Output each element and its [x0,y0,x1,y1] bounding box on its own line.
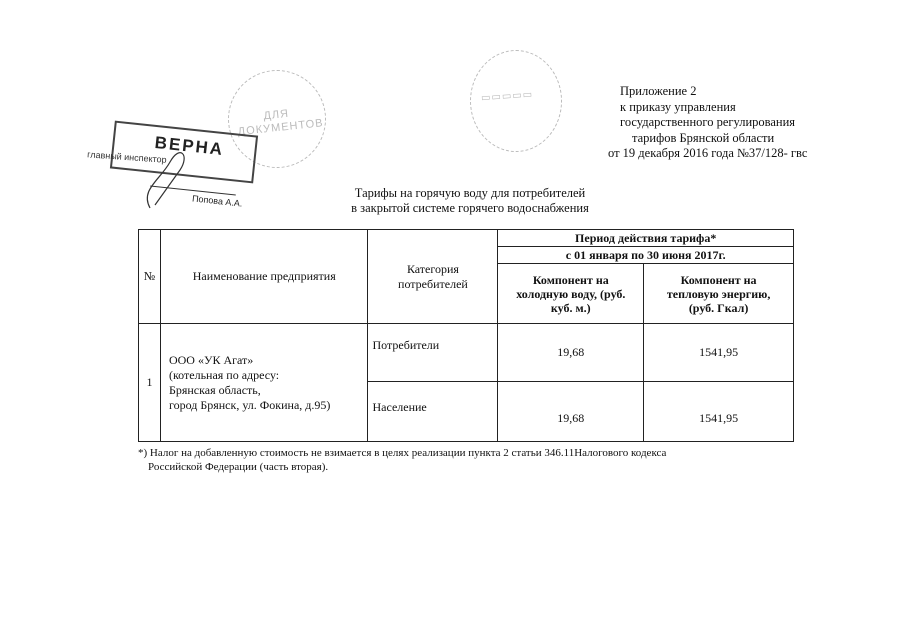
footnote-line: *) Налог на добавленную стоимость не взимается в целях реализации пункта 2 статьи 346.11Налогового кодекса [138,447,667,459]
header-period: Период действия тарифа* [498,230,794,247]
row-heat-value: 1541,95 [644,324,794,382]
round-stamp-text: ДЛЯ ДОКУМЕНТОВ [237,107,325,139]
title-line: в закрытой системе горячего водоснабжения [351,201,589,215]
row-num: 1 [139,324,161,442]
verna-stamp-text: ВЕРНА [153,132,225,160]
row-cold-value: 19,68 [498,324,644,382]
header-period-range: с 01 января по 30 июня 2017г. [498,247,794,264]
header-name: Наименование предприятия [160,230,368,324]
appendix-line: государственного регулирования [620,115,796,129]
footnote-line: Российской Федерации (часть вторая). [148,461,329,473]
org-line: Брянская область, [168,382,261,397]
org-line: город Брянск, ул. Фокина, д.95) [168,397,331,412]
row-category: Население [368,382,498,442]
footnote [138,446,798,474]
row-heat-value: 1541,95 [644,382,794,442]
row-cold-value: 19,68 [498,382,644,442]
header-num: № [139,230,161,324]
title-line: Тарифы на горячую воду для потребителей [354,186,586,200]
verna-stamp-subtext: главный инспектор [86,149,167,165]
row-org [160,324,368,442]
header-comp-cold: Компонент на холодную воду, (руб. куб. м.) [498,264,644,324]
tariff-table [138,229,794,442]
signature-icon [120,150,200,210]
header-category: Категория потребителей [368,230,498,324]
signature-name: Попова А.А. [191,193,243,209]
document-title [300,186,640,216]
appendix-block [608,84,808,162]
row-category: Потребители [368,324,498,382]
appendix-line: Приложение 2 [620,84,697,98]
appendix-line: к приказу управления [620,99,736,114]
faded-stamp-text: ▭▭▭▭▭ [480,89,534,104]
faded-stamp [470,50,562,152]
header-comp-heat: Компонент на тепловую энергию, (руб. Гкал) [644,264,794,324]
org-line: (котельная по адресу: [168,367,280,382]
org-line: ООО «УК Агат» [168,352,254,367]
appendix-line: от 19 декабря 2016 года №37/128- гвс [608,146,808,160]
appendix-line: тарифов Брянской области [632,130,775,145]
